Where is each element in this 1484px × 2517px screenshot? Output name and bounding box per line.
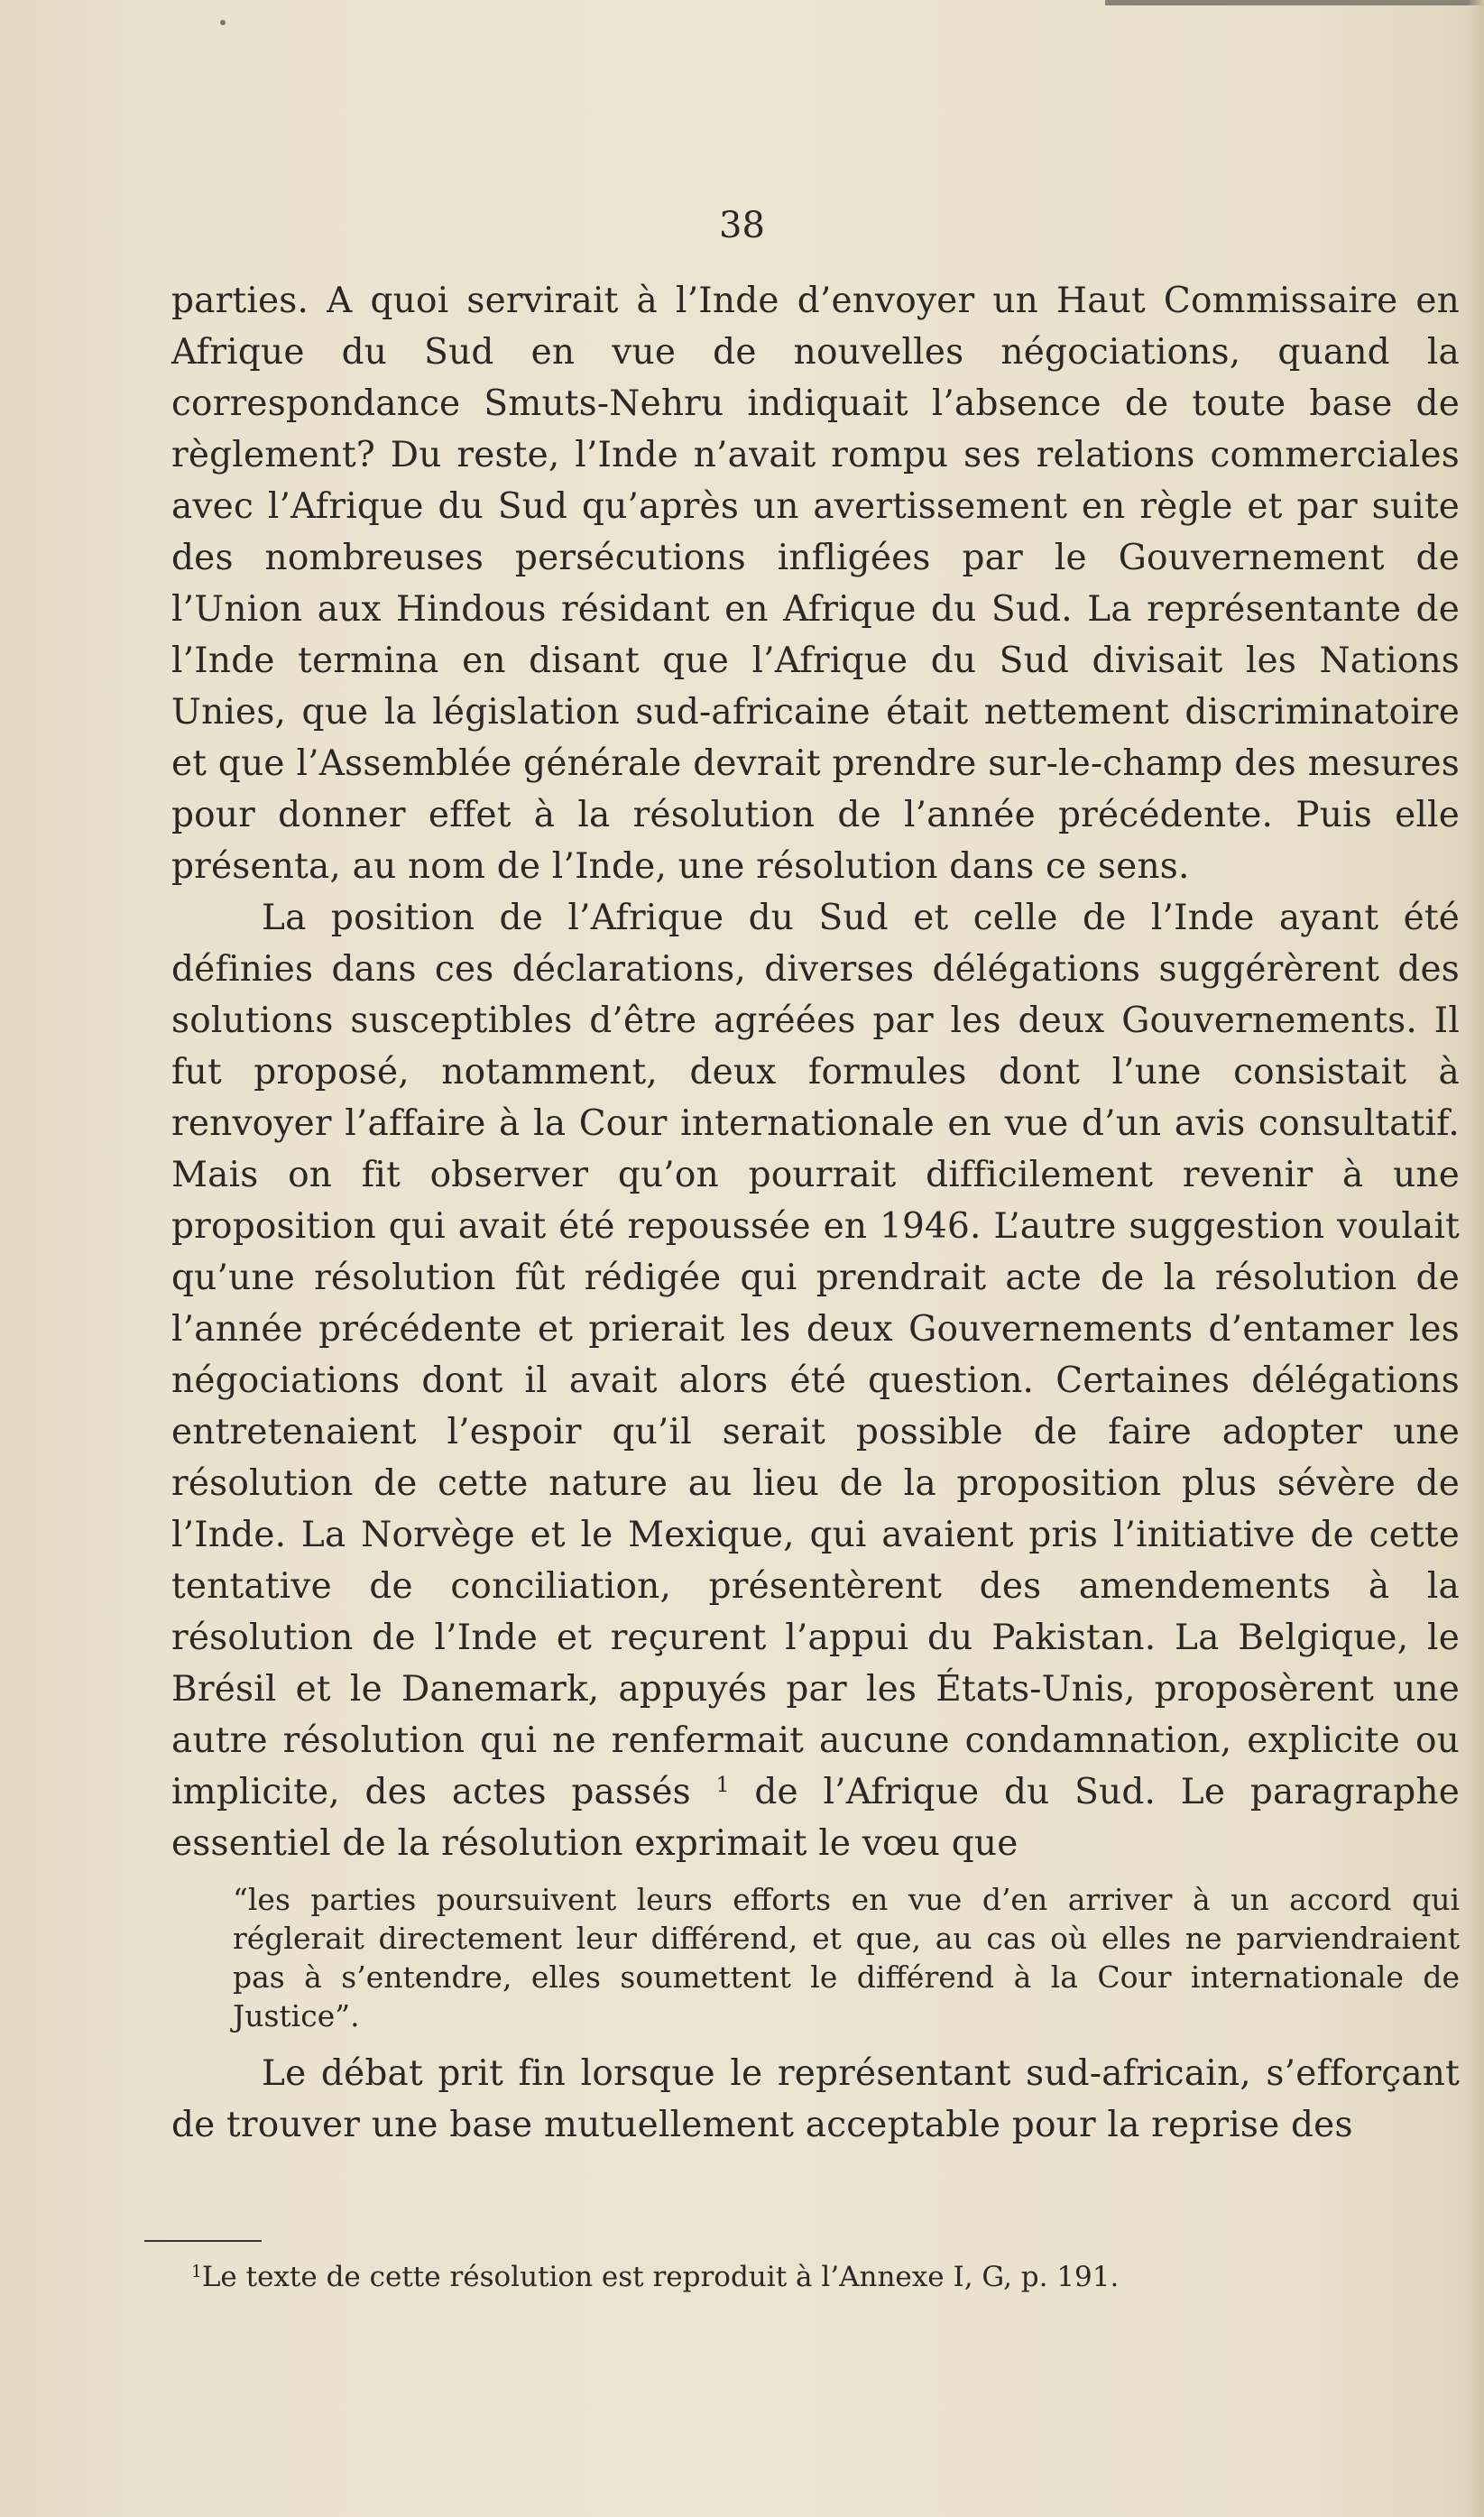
- footnote-separator: [144, 2240, 262, 2242]
- paragraph-2-text: La position de l’Afrique du Sud et celle de l’Inde ayant été définies dans ces déclarations, diverses délégations suggérèrent des solutions susceptibles d’être agréées par les deux Gouvernements. Il fut proposé, notamment, deux formules dont l’une consistait à renvoyer l’affaire à la Cour internationale en vue d’un avis consultatif. Mais on fit observer qu’on pourrait difficilement revenir à une proposition qui avait été repoussée en 1946. L’autre suggestion voulait qu’une résolution fût rédigée qui prendrait acte de la résolution de l’année précédente et prierait les deux Gouvernements d’entamer les négociations dont il avait alors été question. Certaines délégations entretenaient l’espoir qu’il serait possible de faire adopter une résolution de cette nature au lieu de la proposition plus sévère de l’Inde. La Norvège et le Mexique, qui avaient pris l’initiative de cette tentative de conciliation, présentèrent des amendements à la résolution de l’Inde et reçurent l’appui du Pakistan. La Belgique, le Brésil et le Danemark, appuyés par les États-Unis, proposèrent une autre résolution qui ne renfermait aucune condamnation, explicite ou implicite, des actes passés: [171, 898, 1460, 1812]
- paragraph-1: parties. A quoi servirait à l’Inde d’envoyer un Haut Commissaire en Afrique du Sud en vue de nouvelles négociations, quand la correspondance Smuts-Nehru indiquait l’absence de toute base de règlement? Du reste, l’Inde n’avait rompu ses relations commerciales avec l’Afrique du Sud qu’après un avertissement en règle et par suite des nombreuses persécutions infligées par le Gouvernement de l’Union aux Hindous résidant en Afrique du Sud. La représentante de l’Inde termina en disant que l’Afrique du Sud divisait les Nations Unies, que la législation sud-africaine était nettement discriminatoire et que l’Assemblée générale devrait prendre sur-le-champ des mesures pour donner effet à la résolution de l’année précédente. Puis elle présenta, au nom de l’Inde, une résolution dans ce sens.: [171, 281, 1460, 887]
- footnote-reference: 1: [715, 1772, 730, 1798]
- page-edge-shadow: [1105, 0, 1484, 5]
- block-quote: “les parties poursuivent leurs efforts en vue d’en arriver à un accord qui réglerait directement leur différend, et que, au cas où elles ne parviendraient pas à s’entendre, elles soumettent le différend à la Cour internationale de Justice”.: [233, 1882, 1460, 2033]
- footnote-text: Le texte de cette résolution est reproduit à l’Annexe I, G, p. 191.: [201, 2261, 1120, 2293]
- footnote: [191, 2257, 1364, 2297]
- footnote-marker: 1: [191, 2262, 202, 2282]
- paragraph-2: [171, 892, 1460, 1869]
- page-edge-right: [1468, 0, 1484, 2517]
- body-text: [171, 275, 1460, 2151]
- paragraph-2-continuation: de l’Afrique du Sud. Le paragraphe essentiel de la résolution exprimait le vœu que: [171, 1772, 1460, 1864]
- paragraph-3: Le débat prit fin lorsque le représentant sud-africain, s’efforçant de trouver une base mutuellement acceptable pour la reprise des: [171, 2053, 1460, 2145]
- ink-speck: [220, 20, 226, 25]
- page-number: 38: [719, 205, 765, 246]
